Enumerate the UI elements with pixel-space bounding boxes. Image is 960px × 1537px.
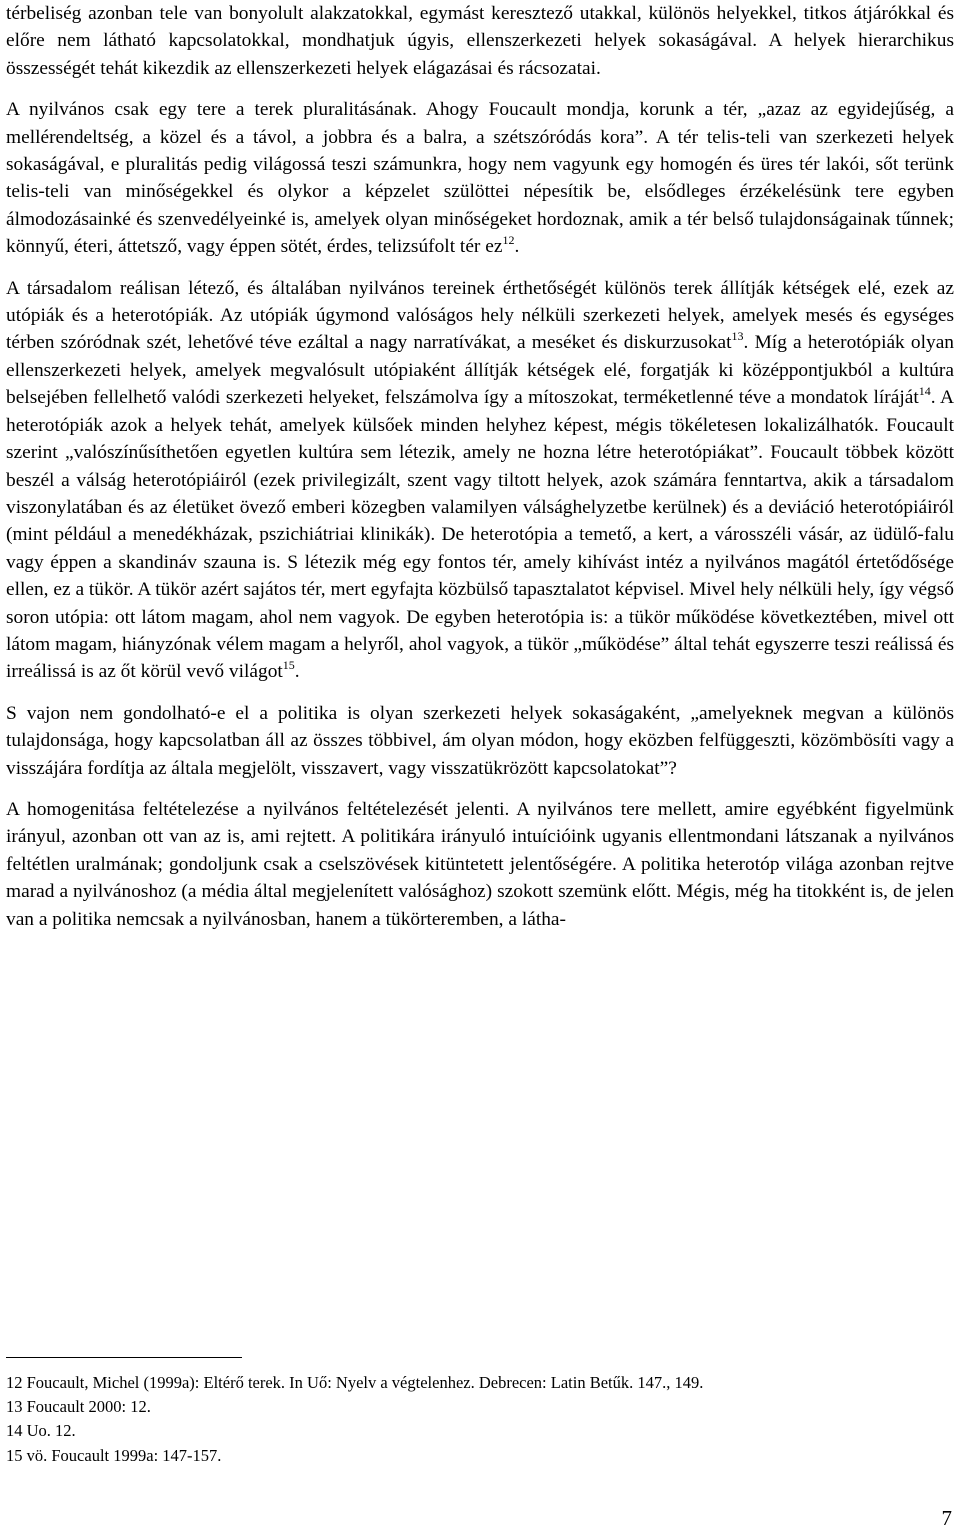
paragraph-2: A nyilvános csak egy tere a terek pluralitásának. Ahogy Foucault mondja, korunk a tér, „azaz az egyidejűség, a mellérendeltség, a közel és a távol, a jobbra és a balra, a szétszóródás kora”. A tér telis-teli van szerkezeti helyek sokaságával, e pluralitás pedig világossá teszi számunkra, hogy nem vagyunk egy homogén és üres tér lakói, sőt terünk telis-teli van minőségekkel és olykor a képzelet szülöttei népesítik be, elsődleges érzékelésünk tere egyben álmodozásainké és szenvedélyeinké is, amelyek olyan minőségeket hordoznak, amik a tér belső tulajdonságainak tűnnek; könnyű, éteri, áttetsző, vagy éppen sötét, érdes, telizsúfolt tér $ez^{12}$.	[6, 99, 954, 258]
paragraph-4: S vajon nem gondolható-e el a politika is olyan szerkezeti helyek sokaságaként, „amelyeknek megvan a különös tulajdonsága, hogy kapcsolatban áll az összes többivel, ám olyan módon, hogy eközben felfüggeszti, közömbösíti vagy a visszájára fordítja az általa megjelölt, visszavert, vagy visszatükrözött kapcsolatokat”?	[6, 702, 954, 779]
footnote-ref-15[interactable]: 15	[282, 657, 295, 672]
footnote-12: 12 Foucault, Michel (1999a): Eltérő terek. In Uő: Nyelv a végtelenhez. Debrecen: Latin Betűk. 147., 149.	[6, 1373, 704, 1392]
main-text	[6, 0, 954, 947]
paragraph-5: A homogenitása feltételezése a nyilvános feltételezését jelenti. A nyilvános tere mellett, amire egyébként figyelmünk irányul, azonban ott van az is, ami rejtett. A politikára irányuló intuícióink ugyanis ellentmondani látszanak a nyilvános feltétlen uralmának; gondoljunk csak a cselszövések kitüntetett jelentőségére. A politika heterotóp világa azonban rejtve marad a nyilvánoshoz (a média által megjelenített valósághoz) szokott szemünk előtt. Mégis, még ha titokként is, de jelen van a politika nemcsak a nyilvánosban, hanem a tükörteremben, a látha-	[6, 798, 954, 930]
footnote-14: 14 Uo. 12.	[6, 1421, 76, 1441]
footnote-15: 15 vö. Foucault 1999a: 147-157.	[6, 1445, 222, 1465]
footnote-13: 13 Foucault 2000: 12.	[6, 1397, 151, 1417]
footnotes	[6, 1371, 954, 1468]
footnote-ref-13[interactable]: 13	[731, 329, 744, 343]
paragraph-1: térbeliség azonban tele van bonyolult alakzatokkal, egymást keresztező utakkal, különös helyekkel, titkos átjárókkal és előre nem látható kapcsolatokkal, mondhatjuk úgyis, ellenszerkezeti helyek sokaságával. A helyek hierarchikus összességét tehát kikezdik az ellenszerkezeti helyek elágazásai és rácsozatai.	[6, 3, 954, 79]
footnote-divider	[6, 1357, 242, 1358]
footnote-ref-12[interactable]: 12	[502, 232, 515, 247]
paragraph-3: A társadalom reálisan létező, és általában nyilvános tereinek érthetőségét különös terek állítják kétségek elé, ezek az utópiák és a heterotópiák. Az utópiák úgymond valóságos hely nélküli szerkezeti helyek, amelyek mesés és egységes térben szóródnak szét, lehetővé téve ezáltal a nagy narratívákat, a meséket és diskurzusokat$^{13}$. Míg a heterotópiák olyan ellenszerkezeti helyek, amelyek megvalósult utópiaként állítják kétségek elé, forgatják ki középpontjukból a kultúra belsejében fellelhető valódi szerkezeti helyeket, felszámolva így a mítoszokat, terméketlenné téve a mondatok líráját$^{14}$. A heterotópiák azok a helyek tehát, amelyek külsőek minden helyhez képest, mégis tökéletesen lokalizálhatók. Foucault szerint „valószínűsíthetően egyetlen kultúra sem létezik, amely ne hozna létre heterotópiákat”. Foucault többek között beszél a válság heterotópiáiról (ezek privilegizált, szent vagy tiltott helyek, azok számára fenntartva, akik a társadalom viszonylatában és az életüket övező emberi közegben valamilyen válsághelyzetbe kerülnek) és a deviáció heterotópiáiról (mint például a menedékházak, pszichiátriai klinikák). De heterotópia a temető, a kert, a városszéli vásár, az üdülő-falu vagy éppen a skandináv szauna is. S létezik még egy fontos tér, amely kihívást intéz a nyilvános magától értetődősége ellen, ez a tükör. A tükör azért sajátos tér, mert egyfajta közbülső tapasztalatot képvisel. Mivel hely nélküli hely, így végső soron utópia: ott látom magam, ahol nem vagyok. De egyben heterotópia is: a tükör működése következtében, mivel ott látom magam, hiányzónak vélem magam a helyről, ahol vagyok, a tükör „működése” által tehát egyszerre teszi reálissá és irreálissá is az őt körül vevő világot$^{15}$.	[6, 277, 955, 683]
footnote-ref-14[interactable]: 14	[918, 383, 931, 398]
page-number: 7	[941, 1506, 952, 1530]
